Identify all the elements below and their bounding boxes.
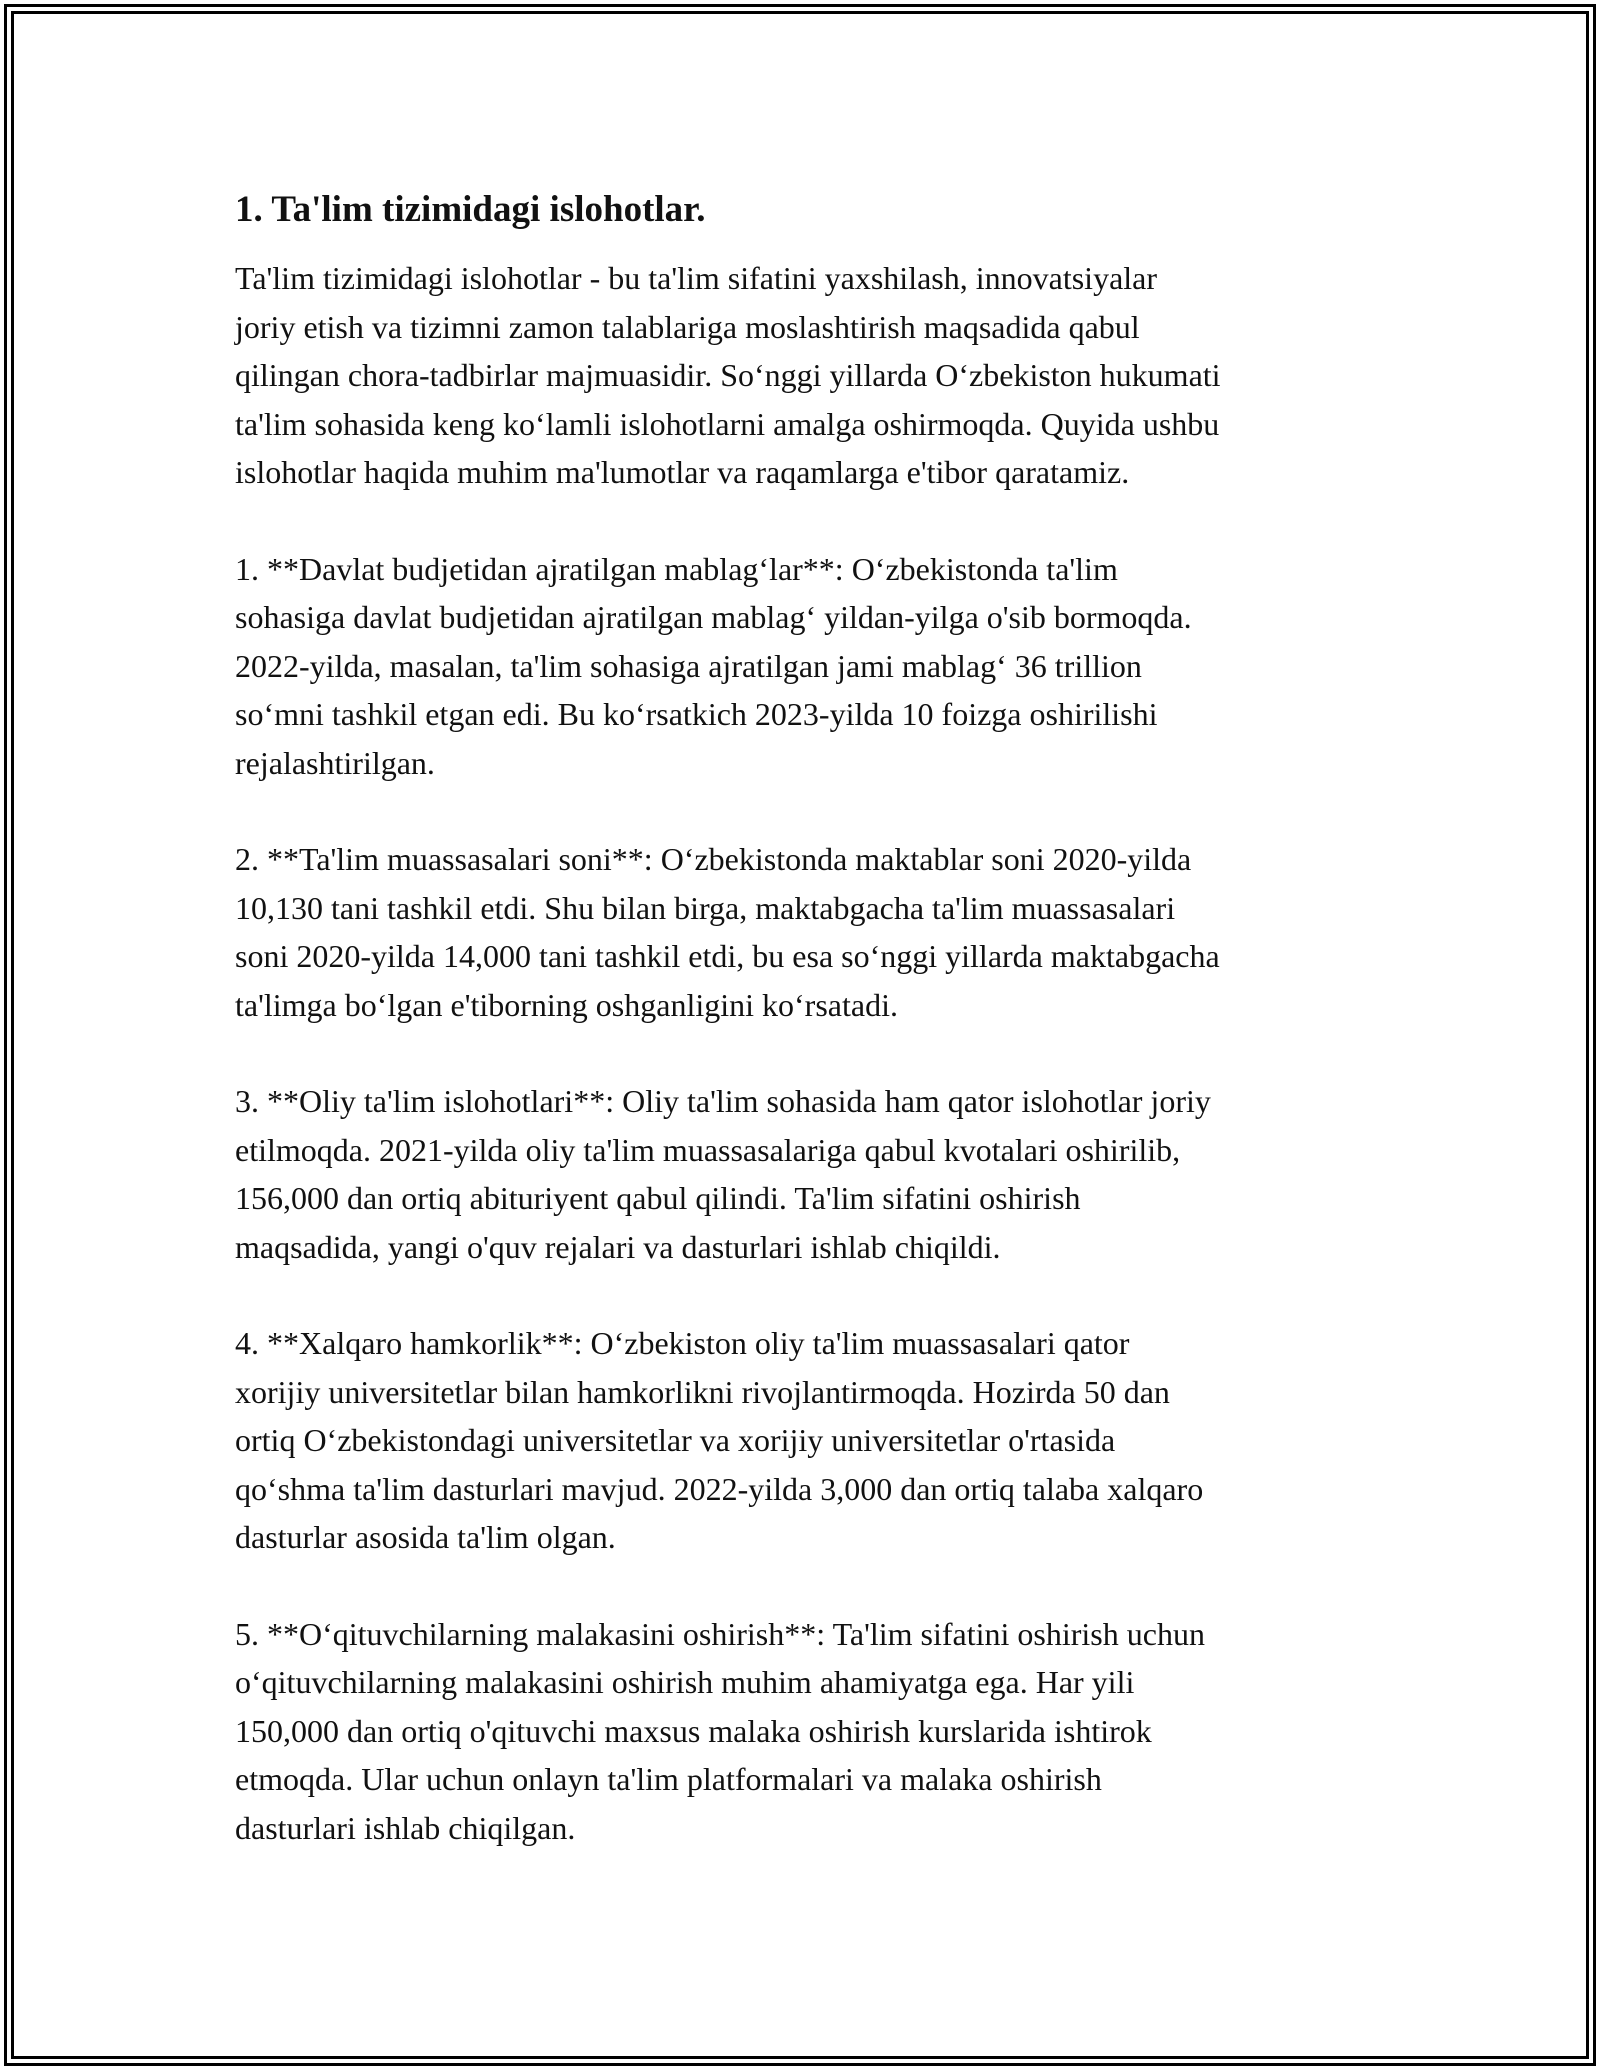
text-line: maqsadida, yangi o'quv rejalari va dasturlari ishlab chiqildi. [235, 1228, 1001, 1265]
text-line: 2. **Ta'lim muassasalari soni**: O‘zbekistonda maktablar soni 2020-yilda [235, 841, 1192, 877]
text-line: Ta'lim tizimidagi islohotlar - bu ta'lim sifatini yaxshilash, innovatsiyalar [235, 260, 1158, 296]
text-line: 4. **Xalqaro hamkorlik**: O‘zbekiston oliy ta'lim muassasalari qator [235, 1325, 1130, 1361]
text-line: ta'lim sohasida keng ko‘lamli islohotlarni amalga oshirmoqda. Quyida ushbu [235, 405, 1220, 442]
paragraph-teachers [235, 1610, 1385, 1853]
text-line: 10,130 tani tashkil etdi. Shu bilan birga, maktabgacha ta'lim muassasalari [235, 889, 1176, 926]
paragraph-budget [235, 545, 1385, 788]
intro-paragraph [235, 254, 1385, 497]
text-line: xorijiy universitetlar bilan hamkorlikni rivojlantirmoqda. Hozirda 50 dan [235, 1373, 1170, 1410]
text-line: 3. **Oliy ta'lim islohotlari**: Oliy ta'lim sohasida ham qator islohotlar joriy [235, 1083, 1211, 1119]
text-line: 156,000 dan ortiq abituriyent qabul qilindi. Ta'lim sifatini oshirish [235, 1180, 1081, 1216]
text-line: sohasiga davlat budjetidan ajratilgan mablag‘ yildan-yilga o'sib bormoqda. [235, 599, 1192, 635]
text-line: o‘qituvchilarning malakasini oshirish muhim ahamiyatga ega. Har yili [235, 1664, 1135, 1700]
text-line: etmoqda. Ular uchun onlayn ta'lim platformalari va malaka oshirish [235, 1761, 1102, 1797]
text-line: 5. **O‘qituvchilarning malakasini oshirish**: Ta'lim sifatini oshirish uchun [235, 1615, 1205, 1652]
paragraph-higher-education [235, 1077, 1385, 1271]
text-line: so‘mni tashkil etgan edi. Bu ko‘rsatkich 2023-yilda 10 foizga oshirilishi [235, 696, 1158, 732]
text-line: etilmoqda. 2021-yilda oliy ta'lim muassasalariga qabul kvotalari oshirilib, [235, 1131, 1181, 1168]
text-line: 1. **Davlat budjetidan ajratilgan mablag‘lar**: O‘zbekistonda ta'lim [235, 550, 1118, 587]
text-line: qo‘shma ta'lim dasturlari mavjud. 2022-yilda 3,000 dan ortiq talaba xalqaro [235, 1470, 1204, 1507]
text-line: dasturlar asosida ta'lim olgan. [235, 1519, 616, 1555]
text-line: islohotlar haqida muhim ma'lumotlar va raqamlarga e'tibor qaratamiz. [235, 454, 1130, 490]
paragraph-institutions [235, 835, 1385, 1029]
document-body [235, 186, 1385, 1900]
text-line: ta'limga bo‘lgan e'tiborning oshganligini ko‘rsatadi. [235, 986, 898, 1023]
section-heading: 1. Ta'lim tizimidagi islohotlar. [235, 189, 706, 230]
text-line: ortiq O‘zbekistondagi universitetlar va xorijiy universitetlar o'rtasida [235, 1422, 1116, 1458]
text-line: joriy etish va tizimni zamon talablariga moslashtirish maqsadida qabul [235, 308, 1140, 345]
text-line: 2022-yilda, masalan, ta'lim sohasiga ajratilgan jami mablag‘ 36 trillion [235, 647, 1142, 684]
text-line: rejalashtirilgan. [235, 744, 435, 781]
text-line: dasturlari ishlab chiqilgan. [235, 1809, 576, 1846]
text-line: qilingan chora-tadbirlar majmuasidir. So‘nggi yillarda O‘zbekiston hukumati [235, 357, 1221, 393]
text-line: 150,000 dan ortiq o'qituvchi maxsus malaka oshirish kurslarida ishtirok [235, 1712, 1152, 1749]
paragraph-international [235, 1319, 1385, 1562]
text-line: soni 2020-yilda 14,000 tani tashkil etdi, bu esa so‘nggi yillarda maktabgacha [235, 938, 1220, 974]
